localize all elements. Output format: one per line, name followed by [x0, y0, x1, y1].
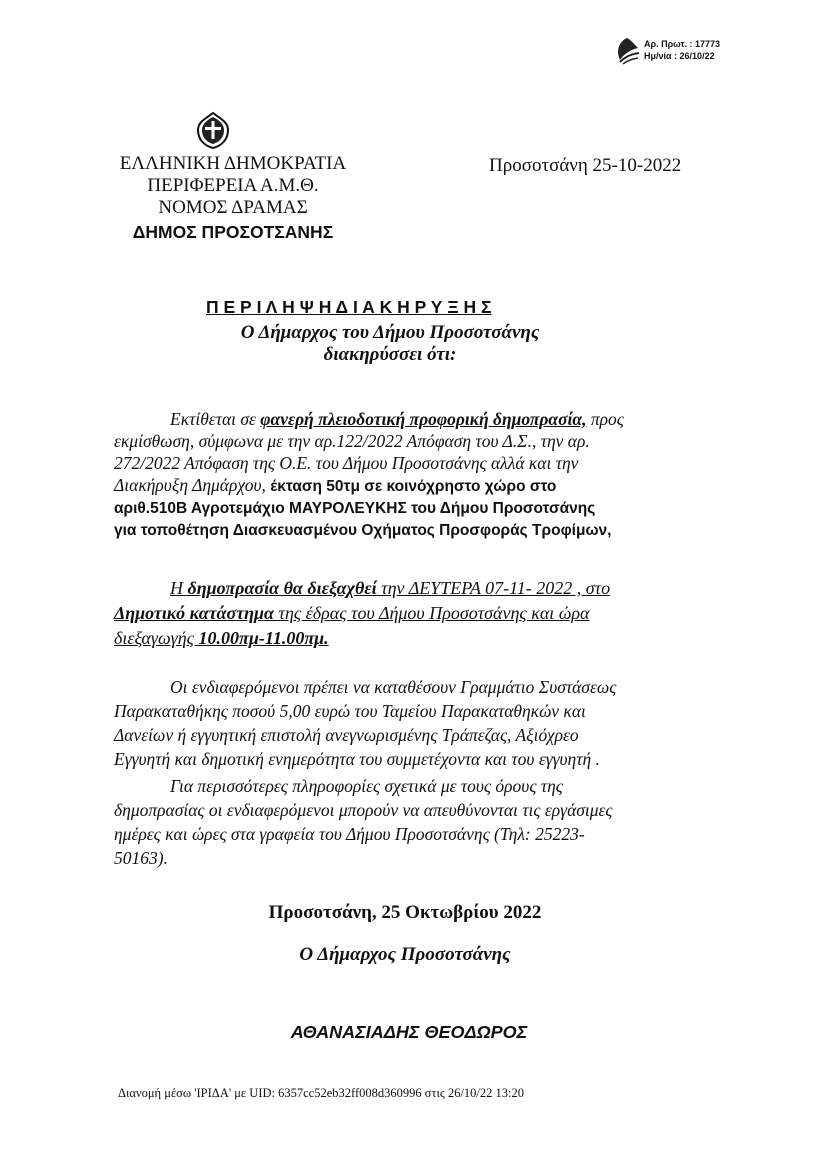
greek-coat-of-arms-icon [193, 110, 233, 150]
document-date: Προσοτσάνη 25-10-2022 [489, 155, 682, 176]
paragraph-line: 50163). [114, 848, 168, 868]
paragraph-line: Δανείων ή εγγυητική επιστολή ανεγνωρισμένης Τράπεζας, Αξιόχρεο [114, 725, 579, 745]
paragraph-line [114, 408, 702, 430]
paragraph-auction-notice [114, 408, 702, 542]
paragraph-line: Παρακαταθήκης ποσού 5,00 ευρώ του Ταμείου Παρακαταθηκών και [114, 701, 586, 721]
paragraph-line: Για περισσότερες πληροφορίες σχετικά με τους όρους της [170, 776, 563, 796]
paragraph-line: δημοπρασίας οι ενδιαφερόμενοι μπορούν να απευθύνονται τις εργάσιμες [114, 800, 613, 820]
paragraph-line [114, 601, 702, 626]
protocol-number: Αρ. Πρωτ. : 17773 [644, 39, 721, 49]
paragraph-line [114, 576, 702, 601]
text-segment: διεξαγωγής [114, 628, 199, 648]
paragraph-line [114, 474, 702, 498]
paragraph-line: αριθ.510Β Αγροτεμάχιο ΜΑΥΡΟΛΕΥΚΗΣ του Δήμου Προσοτσάνης [114, 500, 596, 517]
text-segment: Διακήρυξη Δημάρχου, [114, 475, 271, 495]
paragraph-line: ημέρες και ώρες στα γραφεία του Δήμου Προσοτσάνης (Τηλ: 25223- [114, 824, 585, 844]
text-segment: Η [170, 578, 188, 598]
country-name: ΕΛΛΗΝΙΚΗ ΔΗΜΟΚΡΑΤΙΑ [119, 153, 347, 174]
paragraph-auction-date [114, 576, 702, 651]
text-segment: προς [586, 409, 624, 429]
protocol-date: Ημ/νία : 26/10/22 [644, 51, 715, 61]
paragraph-line: Εγγυητή και δημοτική ενημερότητα του συμμετέχοντα και του εγγυητή . [114, 749, 600, 769]
auction-held: δημοπρασία θα διεξαχθεί [187, 578, 377, 598]
paragraph-line [114, 626, 702, 651]
signatory-name: ΑΘΑΝΑΣΙΑΔΗΣ ΘΕΟΔΩΡΟΣ [290, 1022, 528, 1042]
text-segment: της έδρας του Δήμου Προσοτσάνης και ώρα [274, 603, 590, 623]
paragraph-deposit [114, 675, 702, 771]
auction-type: φανερή πλειοδοτική προφορική δημοπρασία, [260, 409, 587, 429]
paragraph-line: Οι ενδιαφερόμενοι πρέπει να καταθέσουν Γραμμάτιο Συστάσεως [170, 677, 617, 697]
auction-time: 10.00πμ-11.00πμ. [198, 628, 329, 648]
distribution-footer: Διανομή μέσω 'ΙΡΙΔΑ' με UID: 6357cc52eb32ff008d360996 στις 26/10/22 13:20 [118, 1086, 524, 1100]
paragraph-info [114, 774, 702, 870]
protocol-stamp [614, 36, 744, 70]
paragraph-line: 272/2022 Απόφαση της Ο.Ε. του Δήμου Προσοτσάνης αλλά και την [114, 453, 579, 473]
municipality-name: ΔΗΜΟΣ ΠΡΟΣΟΤΣΑΝΗΣ [132, 222, 334, 242]
paragraph-line: εκμίσθωση, σύμφωνα με την αρ.122/2022 Απόφαση του Δ.Σ., την αρ. [114, 431, 590, 451]
text-segment: Εκτίθεται σε [170, 409, 261, 429]
subtitle-line-2: διακηρύσσει ότι: [323, 344, 457, 365]
prefecture-name: ΝΟΜΟΣ ΔΡΑΜΑΣ [158, 197, 308, 218]
auction-location: Δημοτικό κατάστημα [114, 603, 274, 623]
paragraph-line: για τοποθέτηση Διασκευασμένου Οχήματος Προσφοράς Τροφίμων, [114, 522, 612, 539]
auction-date: την ΔΕΥΤΕΡΑ 07-11- 2022 , στο [376, 578, 611, 598]
iris-logo-icon [614, 36, 640, 66]
signatory-role: Ο Δήμαρχος Προσοτσάνης [299, 944, 511, 965]
closing-place-date: Προσοτσάνη, 25 Οκτωβρίου 2022 [268, 902, 542, 923]
property-description: έκταση 50τμ σε κοινόχρηστο χώρο στο [270, 478, 557, 495]
document-title: Π Ε Ρ Ι Λ Η Ψ Η Δ Ι Α Κ Η Ρ Υ Ξ Η Σ [206, 297, 492, 317]
subtitle-line-1: Ο Δήμαρχος του Δήμου Προσοτσάνης [240, 322, 540, 343]
issuer-block [98, 153, 368, 243]
region-name: ΠΕΡΙΦΕΡΕΙΑ Α.Μ.Θ. [147, 175, 319, 196]
